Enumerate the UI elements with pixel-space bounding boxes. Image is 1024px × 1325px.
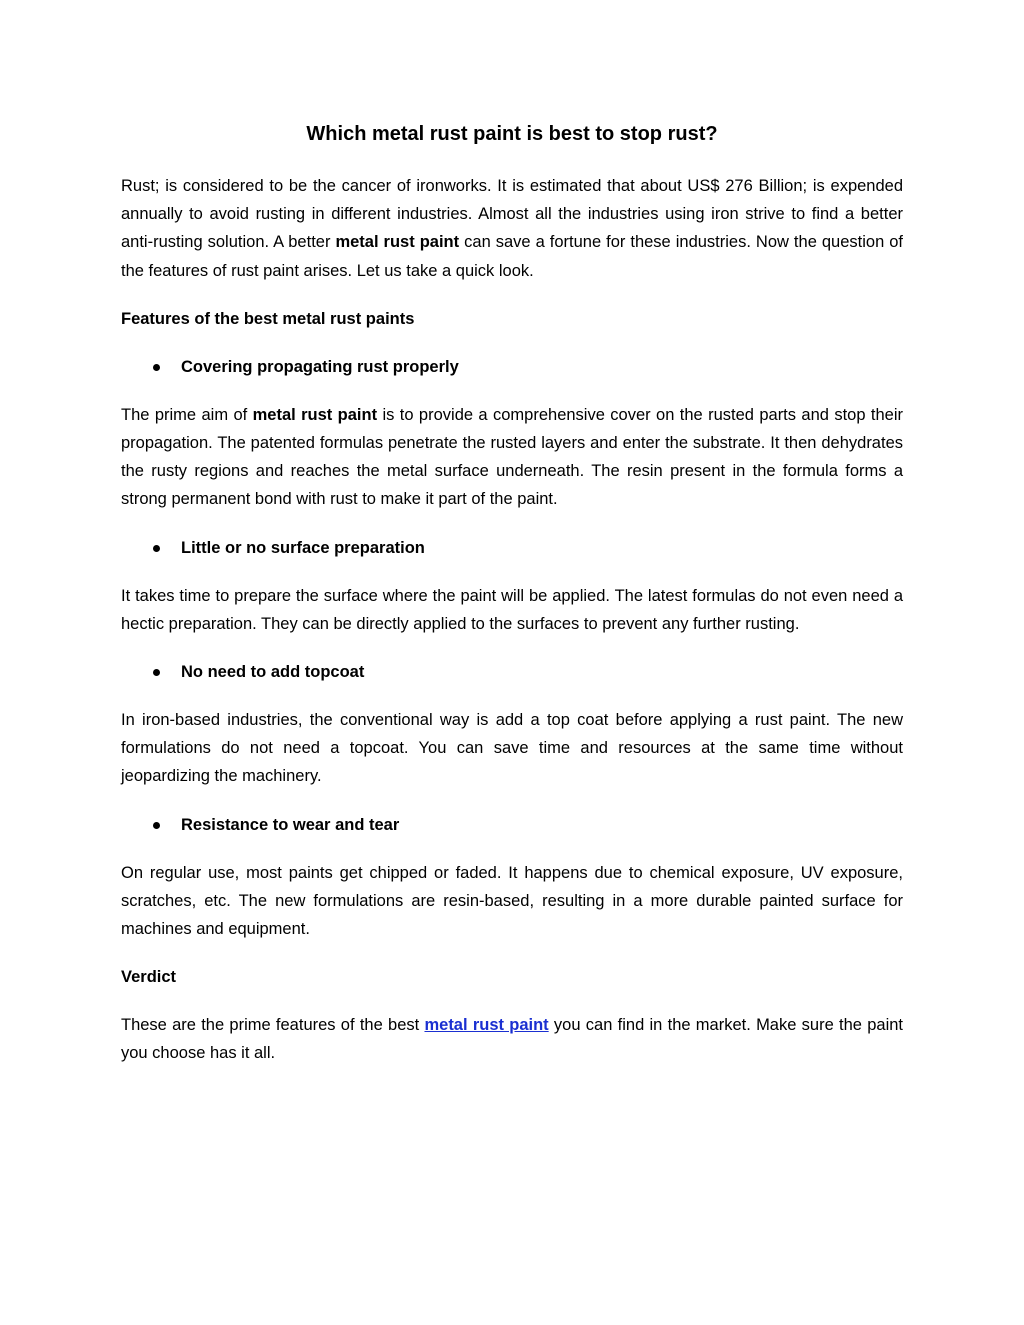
feature-title: No need to add topcoat [181,663,365,682]
verdict-text-post: you can find in the market. Make sure the paint you choose has it all. [121,1016,903,1063]
feature-paragraph-surface-prep: It takes time to prepare the surface where the paint will be applied. The latest formulas do not even need a hectic preparation. They can be directly applied to the surfaces to prevent any further rusting. [121,586,903,633]
feature-title: Covering propagating rust properly [181,357,459,376]
verdict-paragraph [121,1011,903,1067]
feature-title: Little or no surface preparation [181,538,425,557]
verdict-heading: Verdict [121,968,177,987]
bullet-dot-icon [153,545,160,552]
feature-bold-term: metal rust paint [252,405,378,424]
page-title: Which metal rust paint is best to stop rust? [306,123,718,145]
feature-bullet-covering [121,353,903,381]
feature-bullet-topcoat [121,658,903,686]
feature-paragraph-wear-tear: On regular use, most paints get chipped or faded. It happens due to chemical exposure, UV exposure, scratches, etc. The new formulations are resin-based, resulting in a more durable painted surface for machines and equipment. [121,863,903,939]
intro-bold-term: metal rust paint [335,233,460,252]
intro-paragraph [121,172,903,285]
feature-bullet-surface-prep [121,534,903,562]
verdict-text-pre: These are the prime features of the best [121,1016,425,1035]
feature-paragraph-topcoat: In iron-based industries, the conventional way is add a top coat before applying a rust paint. The new formulations do not need a topcoat. You can save time and resources at the same time without jeopardizing the machinery. [121,711,903,786]
bullet-dot-icon [153,669,160,676]
features-heading: Features of the best metal rust paints [121,309,415,328]
feature-bullet-wear-tear [121,811,903,839]
intro-text-2: can save a fortune for these industries. Now the question of the features of rust paint arises. Let us take a quick look. [121,233,904,280]
bullet-dot-icon [153,364,160,371]
metal-rust-paint-link[interactable]: metal rust paint [424,1016,549,1035]
document-page [121,118,903,1088]
feature-paragraph-covering [121,401,903,514]
bullet-dot-icon [153,822,160,829]
feature-text-pre: The prime aim of [121,405,253,424]
feature-title: Resistance to wear and tear [181,815,400,834]
intro-text-1: Rust; is considered to be the cancer of ironworks. It is estimated that about US$ 276 Billion; is expended annually to avoid rusting in different industries. Almost all the industries using iron strive to find a better anti-rusting solution. A better [121,177,903,252]
feature-text: is to provide a comprehensive cover on the rusted parts and stop their propagation. The patented formulas penetrate the rusted layers and enter the substrate. It then dehydrates the rusty regions and reaches the metal surface underneath. The resin present in the formula forms a strong permanent bond with rust to make it part of the paint. [121,405,904,509]
